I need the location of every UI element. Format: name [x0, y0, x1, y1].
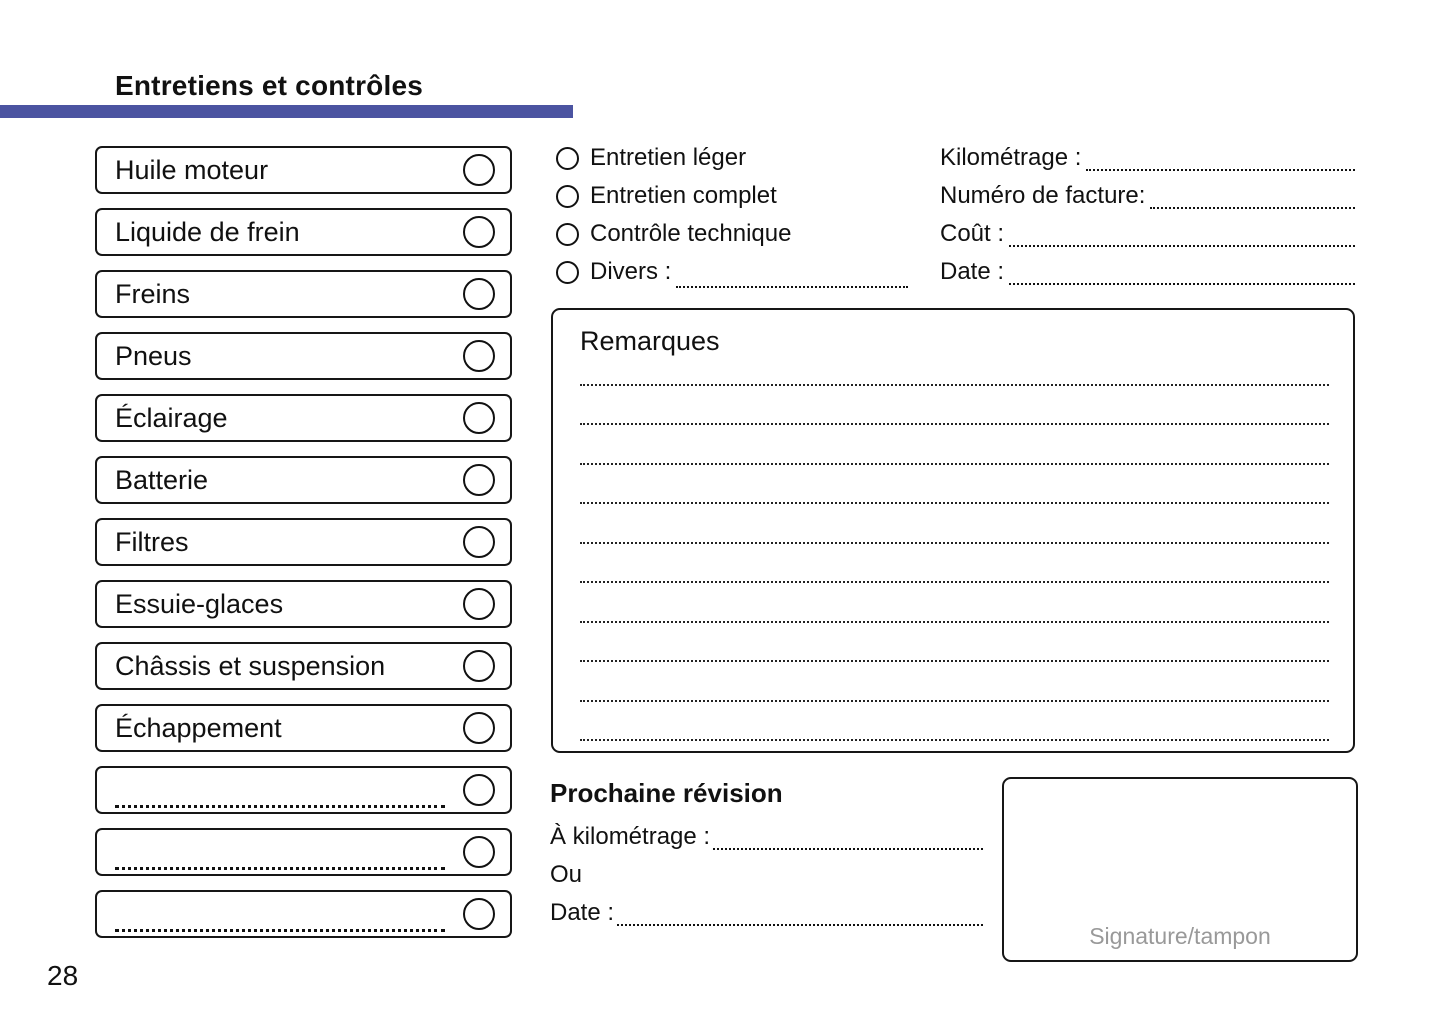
signature-box: [1002, 777, 1358, 962]
checklist-row-label: Filtres: [115, 526, 189, 557]
checklist-row: [95, 208, 512, 256]
dotted-fill-line: [1009, 215, 1355, 247]
remarks-lines: [580, 346, 1329, 741]
blank-dotted-line: [115, 772, 445, 808]
remarks-dotted-line: [580, 346, 1329, 386]
remarks-title: Remarques: [580, 326, 720, 356]
invoice-field-label: Coût :: [940, 220, 1005, 247]
invoice-field-label: Kilométrage :: [940, 144, 1082, 171]
checklist-row: [95, 332, 512, 380]
dotted-fill-line: [676, 256, 908, 288]
checklist-row-label: Essuie-glaces: [115, 588, 284, 619]
check-circle[interactable]: [463, 650, 495, 682]
next-service-row: [550, 818, 983, 856]
invoice-fields: [940, 139, 1355, 291]
invoice-field-row: [940, 177, 1355, 215]
signature-label: Signature/tampon: [1089, 923, 1271, 949]
blank-dotted-line: [115, 834, 445, 870]
remarks-dotted-line: [580, 623, 1329, 663]
checklist-row: [95, 642, 512, 690]
checklist-row-label: Liquide de frein: [115, 216, 300, 247]
service-type-option: [556, 215, 956, 253]
dotted-fill-line: [1009, 253, 1355, 285]
next-service-row: [550, 856, 983, 894]
checklist-row: [95, 890, 512, 938]
service-type-label: Contrôle technique: [590, 220, 792, 247]
service-type-options: [556, 139, 956, 291]
check-circle[interactable]: [463, 712, 495, 744]
next-service-section: [550, 778, 983, 932]
check-circle[interactable]: [463, 402, 495, 434]
checklist-row: [95, 828, 512, 876]
remarks-dotted-line: [580, 544, 1329, 584]
check-circle[interactable]: [463, 588, 495, 620]
checklist-row-label: Châssis et suspension: [115, 650, 386, 681]
check-circle[interactable]: [463, 464, 495, 496]
checklist-row-label: Échappement: [115, 712, 282, 743]
invoice-field-label: Numéro de facture:: [940, 182, 1146, 209]
service-type-label: Entretien léger: [590, 144, 747, 171]
checklist-row: [95, 456, 512, 504]
service-type-option: [556, 139, 956, 177]
dotted-fill-line: [713, 818, 983, 850]
checklist-row-label: Freins: [115, 278, 191, 309]
checklist-row-label: Pneus: [115, 340, 192, 371]
remarks-dotted-line: [580, 662, 1329, 702]
next-service-label: Ou: [550, 861, 583, 888]
checklist-row: [95, 394, 512, 442]
dotted-fill-line: [1086, 139, 1355, 171]
next-service-title: Prochaine révision: [550, 778, 783, 808]
check-circle[interactable]: [463, 526, 495, 558]
blank-dotted-line: [115, 896, 445, 932]
check-circle[interactable]: [463, 836, 495, 868]
radio-circle[interactable]: [556, 223, 579, 246]
radio-circle[interactable]: [556, 185, 579, 208]
maintenance-checklist: [95, 146, 512, 952]
dotted-fill-line: [617, 894, 983, 926]
invoice-field-label: Date :: [940, 258, 1005, 285]
check-circle[interactable]: [463, 154, 495, 186]
service-type-label: Divers :: [590, 258, 672, 285]
dotted-fill-line: [1150, 177, 1355, 209]
checklist-row: [95, 704, 512, 752]
check-circle[interactable]: [463, 278, 495, 310]
remarks-box: [551, 308, 1355, 753]
invoice-field-row: [940, 215, 1355, 253]
checklist-row-label: Batterie: [115, 464, 209, 495]
radio-circle[interactable]: [556, 261, 579, 284]
page-title: Entretiens et contrôles: [115, 70, 424, 101]
page-number: 28: [47, 960, 79, 991]
remarks-dotted-line: [580, 386, 1329, 426]
service-type-option: [556, 177, 956, 215]
radio-circle[interactable]: [556, 147, 579, 170]
service-type-option: [556, 253, 956, 291]
check-circle[interactable]: [463, 340, 495, 372]
checklist-row: [95, 146, 512, 194]
check-circle[interactable]: [463, 898, 495, 930]
check-circle[interactable]: [463, 774, 495, 806]
remarks-dotted-line: [580, 504, 1329, 544]
checklist-row: [95, 580, 512, 628]
checklist-row-label: Éclairage: [115, 402, 228, 433]
invoice-field-row: [940, 253, 1355, 291]
next-service-rows: [550, 818, 983, 932]
checklist-row: [95, 766, 512, 814]
checklist-row-label: Huile moteur: [115, 154, 269, 185]
service-type-label: Entretien complet: [590, 182, 777, 209]
remarks-dotted-line: [580, 583, 1329, 623]
checklist-row: [95, 270, 512, 318]
remarks-dotted-line: [580, 465, 1329, 505]
check-circle[interactable]: [463, 216, 495, 248]
next-service-label: À kilométrage :: [550, 823, 711, 850]
next-service-label: Date :: [550, 899, 615, 926]
next-service-row: [550, 894, 983, 932]
title-accent-bar: [0, 105, 573, 118]
checklist-row: [95, 518, 512, 566]
remarks-dotted-line: [580, 425, 1329, 465]
remarks-dotted-line: [580, 702, 1329, 742]
invoice-field-row: [940, 139, 1355, 177]
